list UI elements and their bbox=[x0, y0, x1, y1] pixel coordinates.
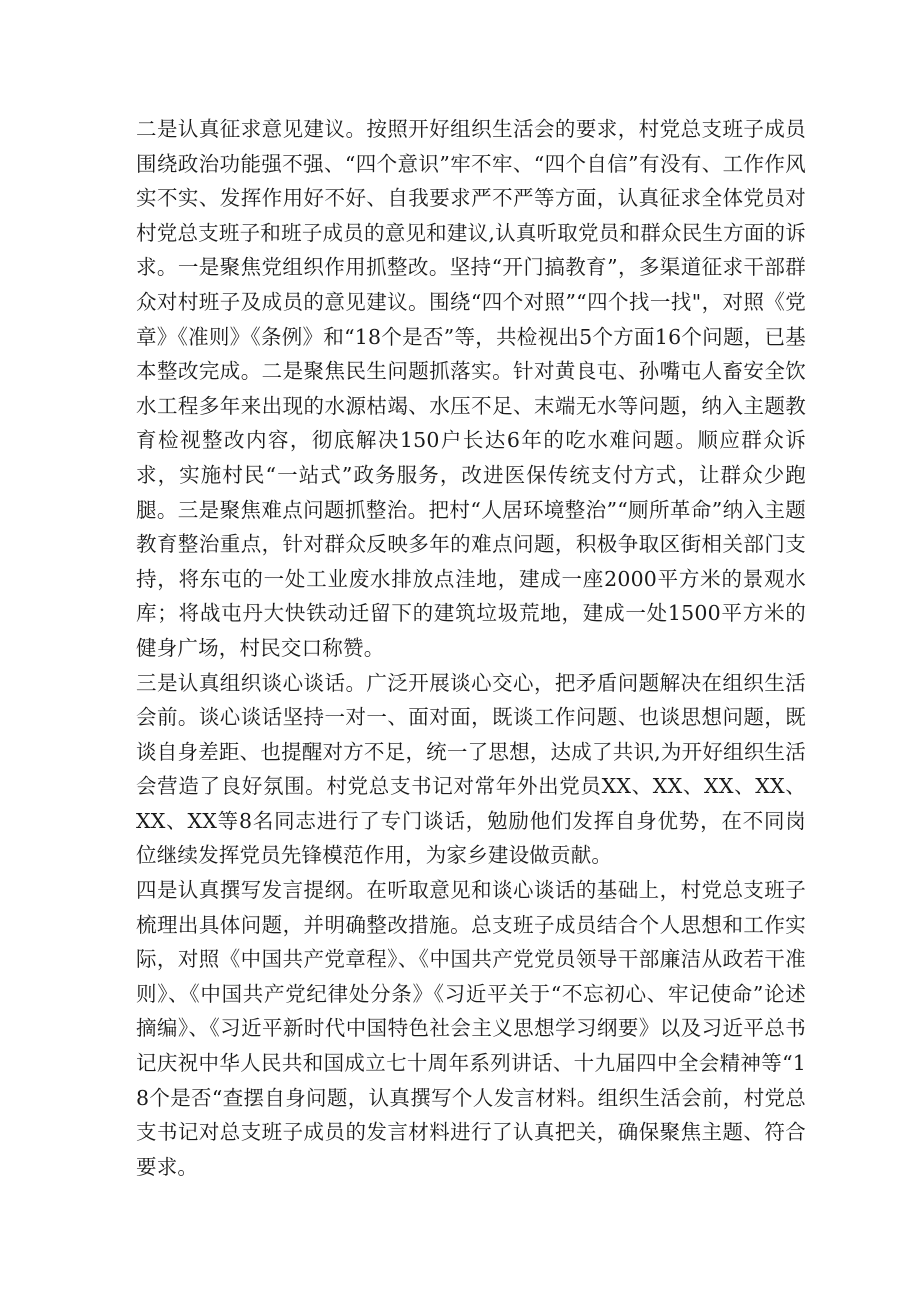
paragraph-heart-to-heart-talks: 三是认真组织谈心谈话。广泛开展谈心交心，把矛盾问题解决在组织生活会前。谈心谈话坚持一对一、面对面，既谈工作问题、也谈思想问题，既谈自身差距、也提醒对方不足，统一了思想，达成了共识,为开好组织生活会营造了良好氛围。村党总支书记对常年外出党员XX、XX、XX、XX、XX、XX等8名同志进行了专门谈话，勉励他们发挥自身优势，在不同岗位继续发挥党员先锋模范作用，为家乡建设做贡献。 bbox=[136, 670, 806, 868]
paragraph-soliciting-opinions: 二是认真征求意见建议。按照开好组织生活会的要求，村党总支班子成员围绕政治功能强不强、“四个意识”牢不牢、“四个自信”有没有、工作作风实不实、发挥作用好不好、自我要求严不严等方面，认真征求全体党员对村党总支班子和班子成员的意见和建议,认真听取党员和群众民生方面的诉求。一是聚焦党组织作用抓整改。坚持“开门搞教育”，多渠道征求干部群众对村班子及成员的意见建议。围绕“四个对照”“四个找一找"，对照《党章》《准则》《条例》和“18个是否”等，共检视出5个方面16个问题，已基本整改完成。二是聚焦民生问题抓落实。针对黄良屯、孙嘴屯人畜安全饮水工程多年来出现的水源枯竭、水压不足、末端无水等问题，纳入主题教育检视整改内容，彻底解决150户长达6年的吃水难问题。顺应群众诉求，实施村民“一站式”政务服务，改进医保传统支付方式，让群众少跑腿。三是聚焦难点问题抓整治。把村“人居环境整治”“厕所革命”纳入主题教育整治重点，针对群众反映多年的难点问题，积极争取区街相关部门支持，将东屯的一处工业废水排放点洼地，建成一座2000平方米的景观水库；将战屯丹大快铁动迁留下的建筑垃圾荒地，建成一处1500平方米的健身广场，村民交口称赞。 bbox=[136, 117, 806, 660]
paragraph-speech-outline: 四是认真撰写发言提纲。在听取意见和谈心谈话的基础上，村党总支班子梳理出具体问题，并明确整改措施。总支班子成员结合个人思想和工作实际，对照《中国共产党章程》、《中国共产党党员领导干部廉洁从政若干准则》、《中国共产党纪律处分条》《习近平关于“不忘初心、牢记使命”论述摘编》、《习近平新时代中国特色社会主义思想学习纲要》以及习近平总书记庆祝中华人民共和国成立七十周年系列讲话、十九届四中全会精神等“18个是否“查摆自身问题，认真撰写个人发言材料。组织生活会前，村党总支书记对总支班子成员的发言材料进行了认真把关，确保聚焦主题、符合要求。 bbox=[136, 878, 806, 1179]
document-body bbox=[136, 112, 806, 1184]
